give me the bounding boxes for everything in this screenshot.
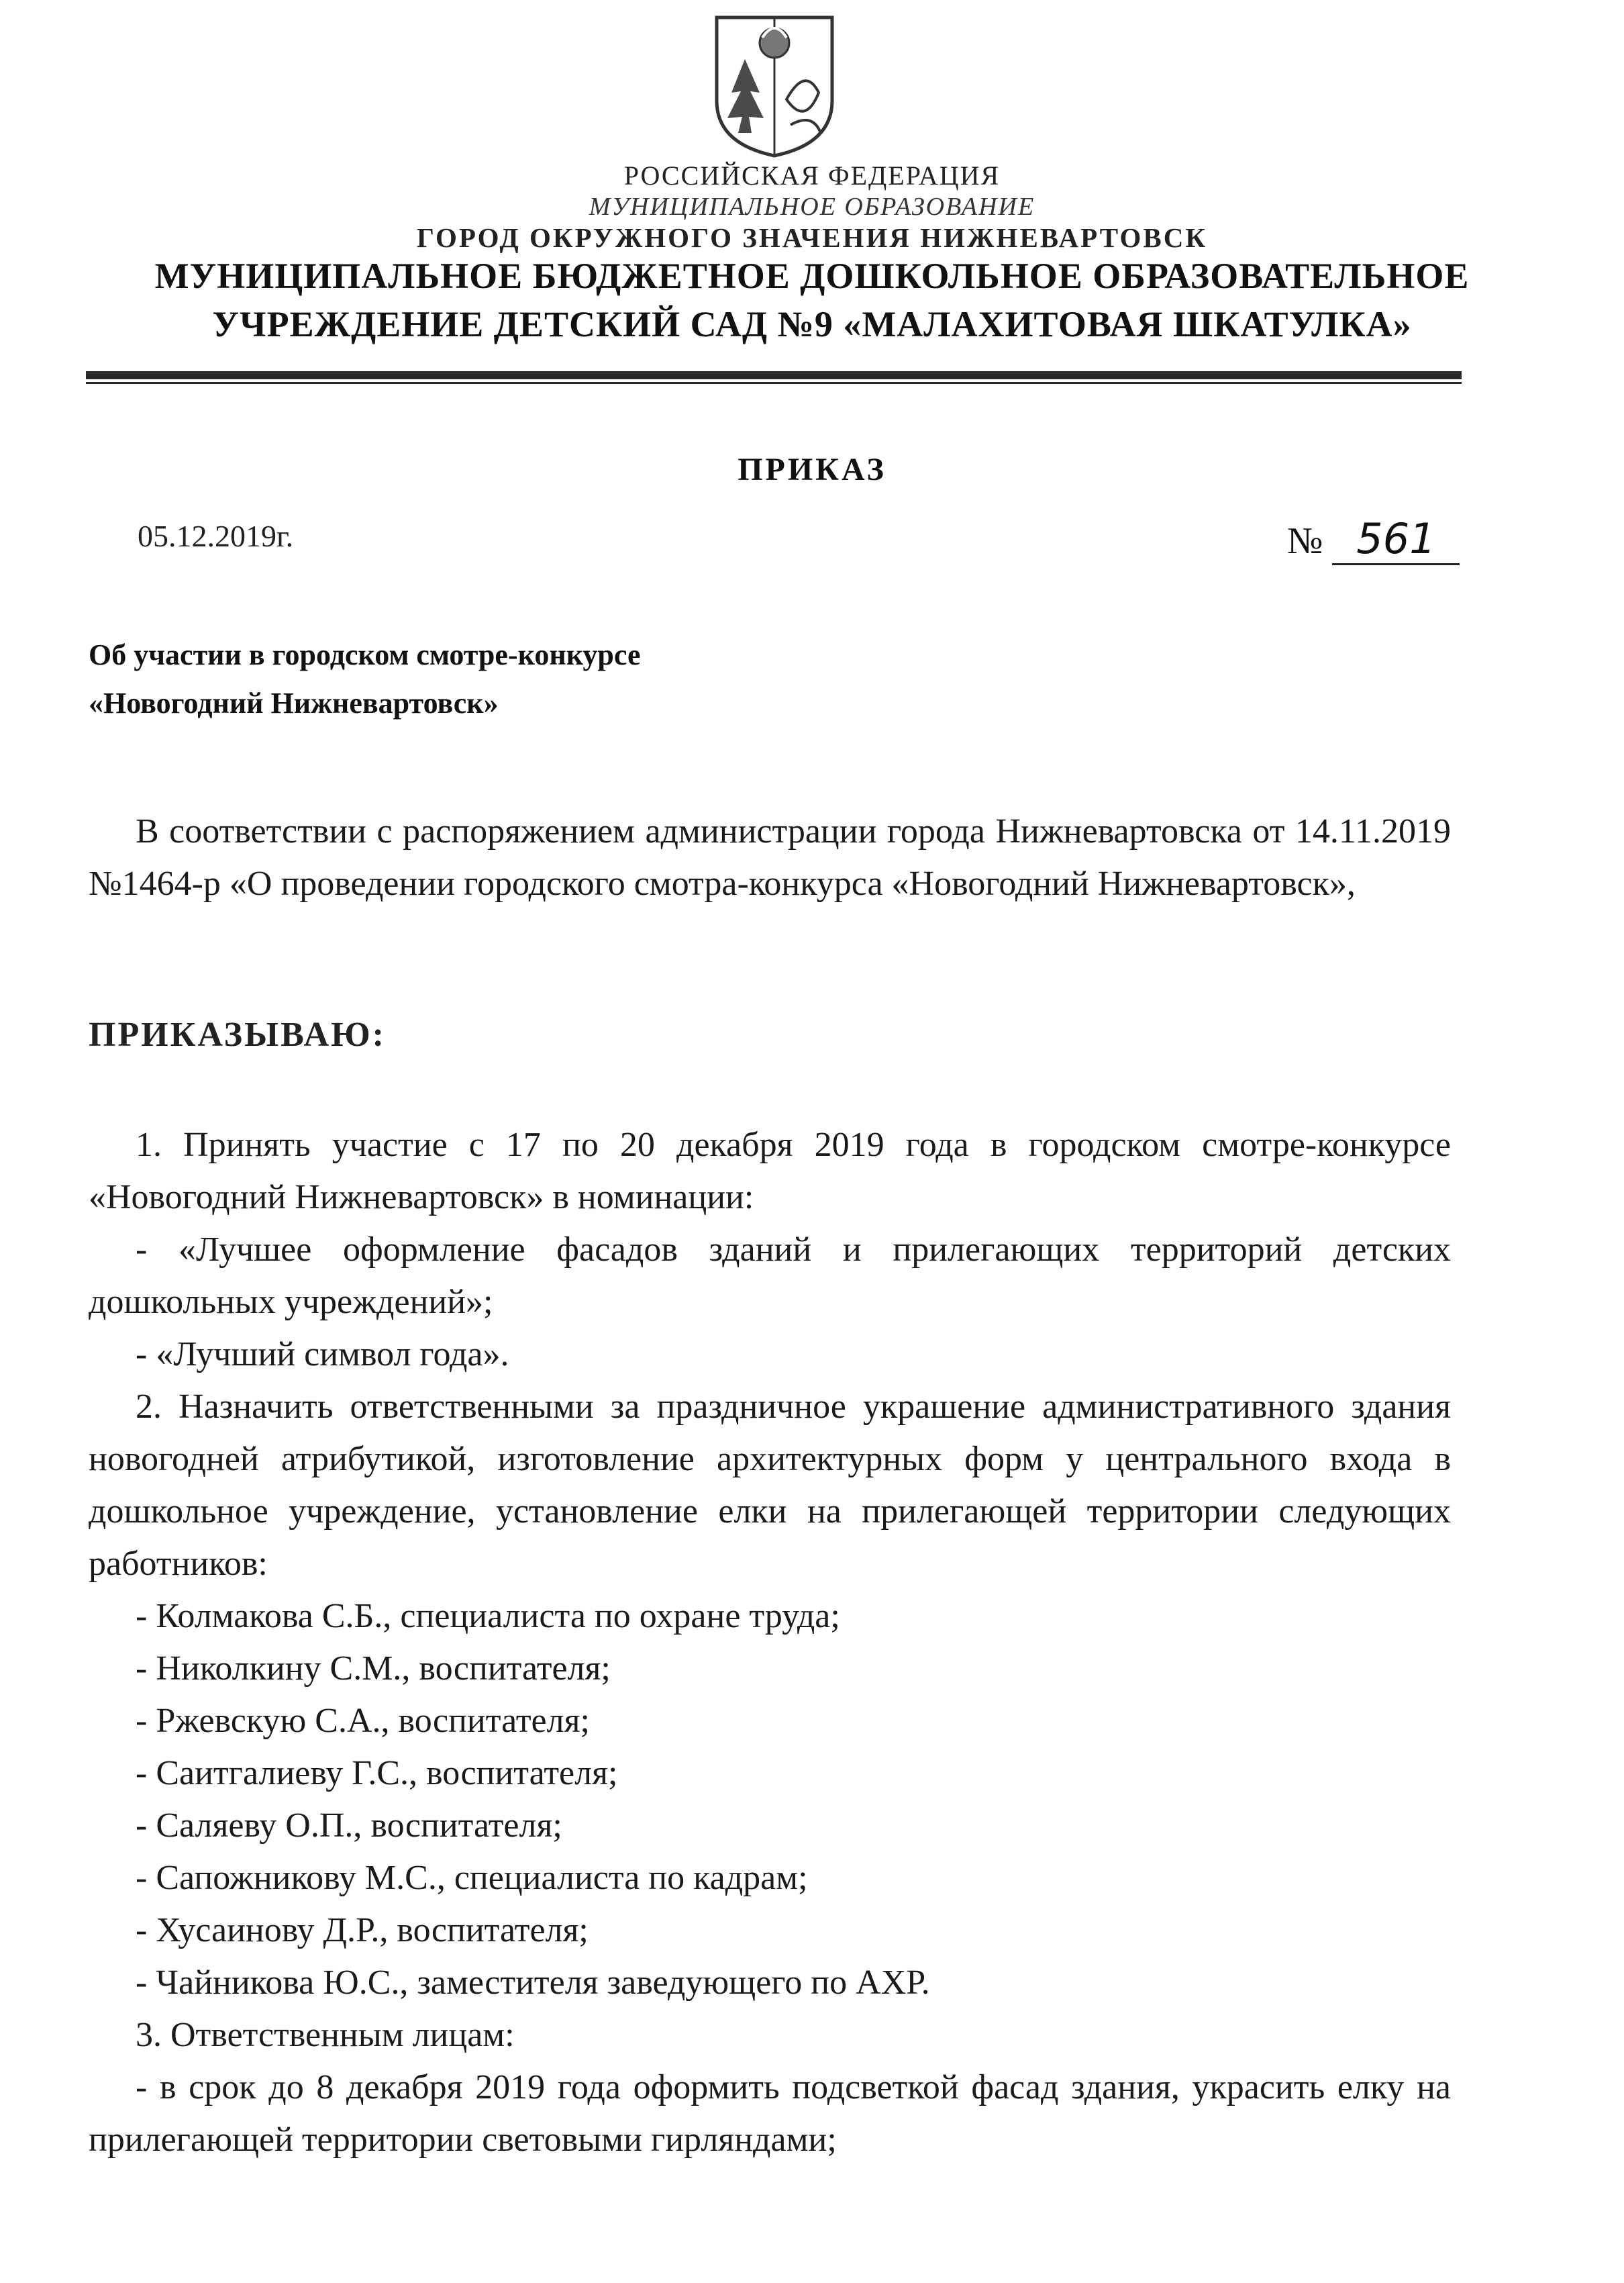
order-item: - «Лучшее оформление фасадов зданий и прилегающих территорий детских дошкольных учреждений»;	[89, 1230, 1451, 1321]
country-name: РОССИЙСКАЯ ФЕДЕРАЦИЯ	[623, 160, 1001, 191]
document-title: ПРИКАЗ	[738, 452, 886, 487]
number-value: 561	[1332, 514, 1460, 565]
order-item: 2. Назначить ответственными за праздничное украшение административного здания новогодней атрибутикой, изготовление архитектурных форм у центрального входа в дошкольное учреждение, установление елки на прилегающей территории следующих работников:	[89, 1388, 1451, 1583]
organization-name-line2: УЧРЕЖДЕНИЕ ДЕТСКИЙ САД №9 «МАЛАХИТОВАЯ ШКАТУЛКА»	[212, 304, 1412, 344]
list-item: - Саляеву О.П., воспитателя;	[136, 1806, 562, 1845]
order-item: - в срок до 8 декабря 2019 года оформить подсветкой фасад здания, украсить елку на прилегающей территории световыми гирляндами;	[89, 2068, 1451, 2159]
order-heading: ПРИКАЗЫВАЮ:	[89, 1016, 386, 1054]
subject-line: Об участии в городском смотре-конкурсе	[89, 638, 641, 671]
order-item: - «Лучший символ года».	[136, 1335, 509, 1373]
header-rule-thick	[86, 371, 1462, 379]
header-rule-thin	[86, 382, 1462, 384]
subject-line: «Новогодний Нижневартовск»	[89, 687, 499, 720]
number-label: №	[1287, 520, 1323, 562]
list-item: - Чайникова Ю.С., заместителя заведующего по АХР.	[136, 1963, 930, 2002]
order-items	[89, 1119, 1451, 2166]
document-number	[1287, 514, 1460, 565]
list-item: - Сапожникову М.С., специалиста по кадрам;	[136, 1859, 808, 1897]
city-name: ГОРОД ОКРУЖНОГО ЗНАЧЕНИЯ НИЖНЕВАРТОВСК	[416, 222, 1208, 253]
list-item: - Хусаинову Д.Р., воспитателя;	[136, 1911, 589, 1949]
organization-name-line1: МУНИЦИПАЛЬНОЕ БЮДЖЕТНОЕ ДОШКОЛЬНОЕ ОБРАЗОВАТЕЛЬНОЕ	[154, 256, 1470, 296]
list-item: - Ржевскую С.А., воспитателя;	[136, 1702, 590, 1740]
document-subject	[89, 631, 641, 728]
list-item: - Колмакова С.Б., специалиста по охране труда;	[136, 1597, 840, 1635]
list-item: - Николкину С.М., воспитателя;	[136, 1649, 611, 1688]
list-item: - Саитгалиеву Г.С., воспитателя;	[136, 1754, 618, 1792]
order-item: 3. Ответственным лицам:	[136, 2016, 515, 2054]
coat-of-arms-icon	[711, 12, 838, 161]
preamble-paragraph: В соответствии с распоряжением администрации города Нижневартовска от 14.11.2019 №1464-р «О проведении городского смотра-конкурса «Новогодний Нижневартовск»,	[89, 812, 1451, 903]
municipal-formation: МУНИЦИПАЛЬНОЕ ОБРАЗОВАНИЕ	[589, 193, 1035, 221]
order-item: 1. Принять участие с 17 по 20 декабря 2019 года в городском смотре-конкурсе «Новогодний Нижневартовск» в номинации:	[89, 1126, 1451, 1216]
document-date: 05.12.2019г.	[138, 519, 294, 553]
